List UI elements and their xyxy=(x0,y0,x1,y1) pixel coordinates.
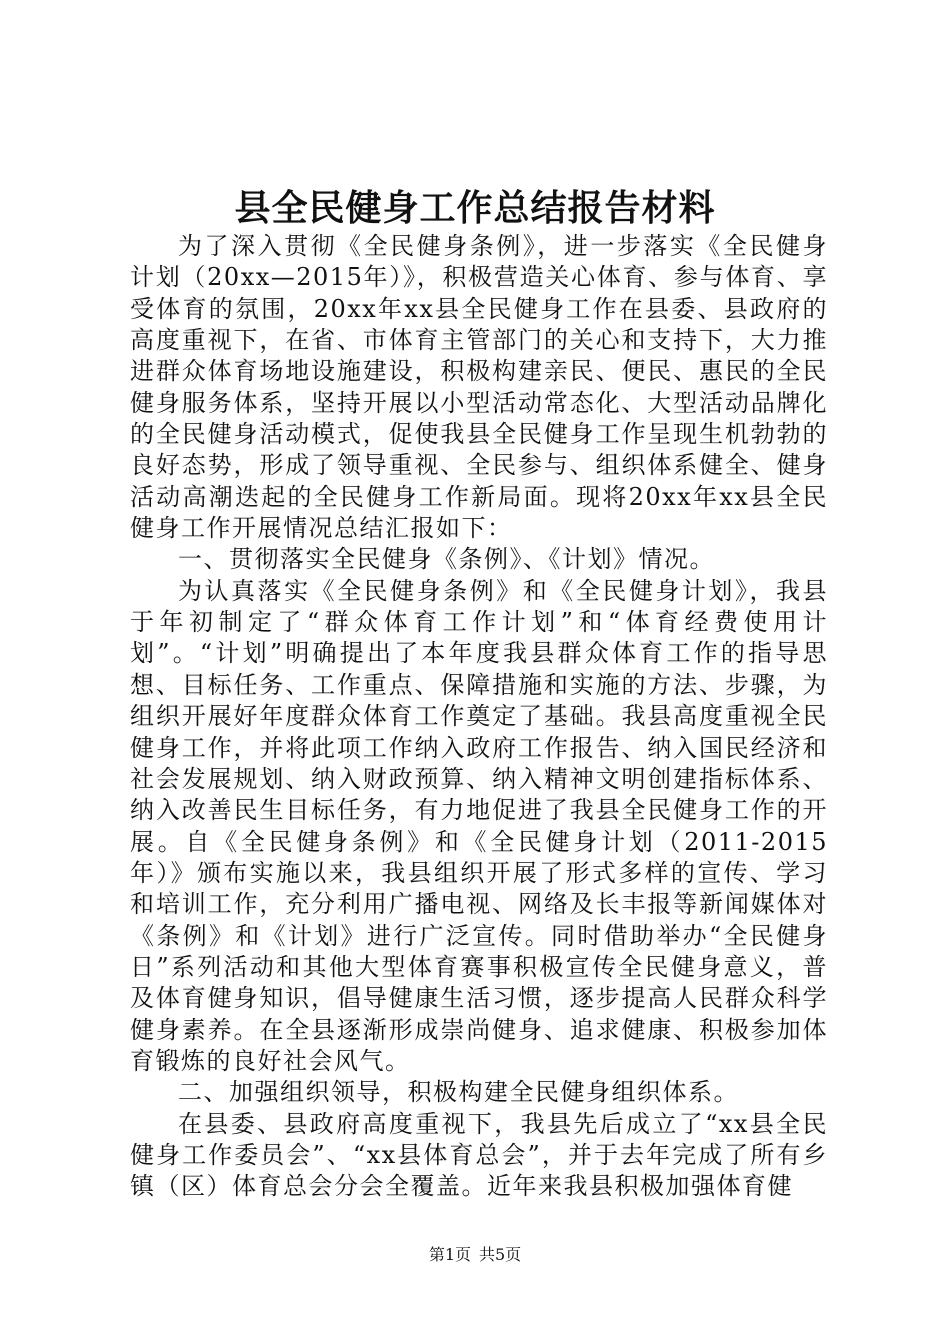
section-2-paragraph: 在县委、县政府高度重视下，我县先后成立了“xx县全民健身工作委员会”、“xx县体育总会”，并于去年完成了所有乡镇（区）体育总会分会全覆盖。近年来我县积极加强体育健 xyxy=(130,1109,828,1201)
document-title: 县全民健身工作总结报告材料 xyxy=(234,187,716,229)
document-body xyxy=(130,231,828,1203)
section-1-paragraph: 为认真落实《全民健身条例》和《全民健身计划》，我县于年初制定了“群众体育工作计划”和“体育经费使用计划”。“计划”明确提出了本年度我县群众体育工作的指导思想、目标任务、工作重点、保障措施和实施的方法、步骤，为组织开展好年度群众体育工作奠定了基础。我县高度重视全民健身工作，并将此项工作纳入政府工作报告、纳入国民经济和社会发展规划、纳入财政预算、纳入精神文明创建指标体系、纳入改善民生目标任务，有力地促进了我县全民健身工作的开展。自《全民健身条例》和《全民健身计划（2011-2015年）》颁布实施以来，我县组织开展了形式多样的宣传、学习和培训工作，充分利用广播电视、网络及长丰报等新闻媒体对《条例》和《计划》进行广泛宣传。同时借助举办“全民健身日”系列活动和其他大型体育赛事积极宣传全民健身意义，普及体育健身知识，倡导健康生活习惯，逐步提高人民群众科学健身素养。在全县逐渐形成崇尚健身、追求健康、积极参加体育锻炼的良好社会风气。 xyxy=(130,576,828,1075)
page-footer xyxy=(0,1243,950,1267)
intro-paragraph: 为了深入贯彻《全民健身条例》，进一步落实《全民健身计划（20xx—2015年）》，积极营造关心体育、参与体育、享受体育的氛围，20xx年xx县全民健身工作在县委、县政府的高度重视下，在省、市体育主管部门的关心和支持下，大力推进群众体育场地设施建设，积极构建亲民、便民、惠民的全民健身服务体系，坚持开展以小型活动常态化、大型活动品牌化的全民健身活动模式，促使我县全民健身工作呈现生机勃勃的良好态势，形成了领导重视、全民参与、组织体系健全、健身活动高潮迭起的全民健身工作新局面。现将20xx年xx县全民健身工作开展情况总结汇报如下： xyxy=(130,232,828,543)
section-heading-1: 一、贯彻落实全民健身《条例》、《计划》情况。 xyxy=(178,545,715,574)
section-heading-2: 二、加强组织领导，积极构建全民健身组织体系。 xyxy=(178,1078,739,1107)
page-number: 第1页 xyxy=(428,1245,471,1264)
page-total: 共5页 xyxy=(479,1245,522,1264)
